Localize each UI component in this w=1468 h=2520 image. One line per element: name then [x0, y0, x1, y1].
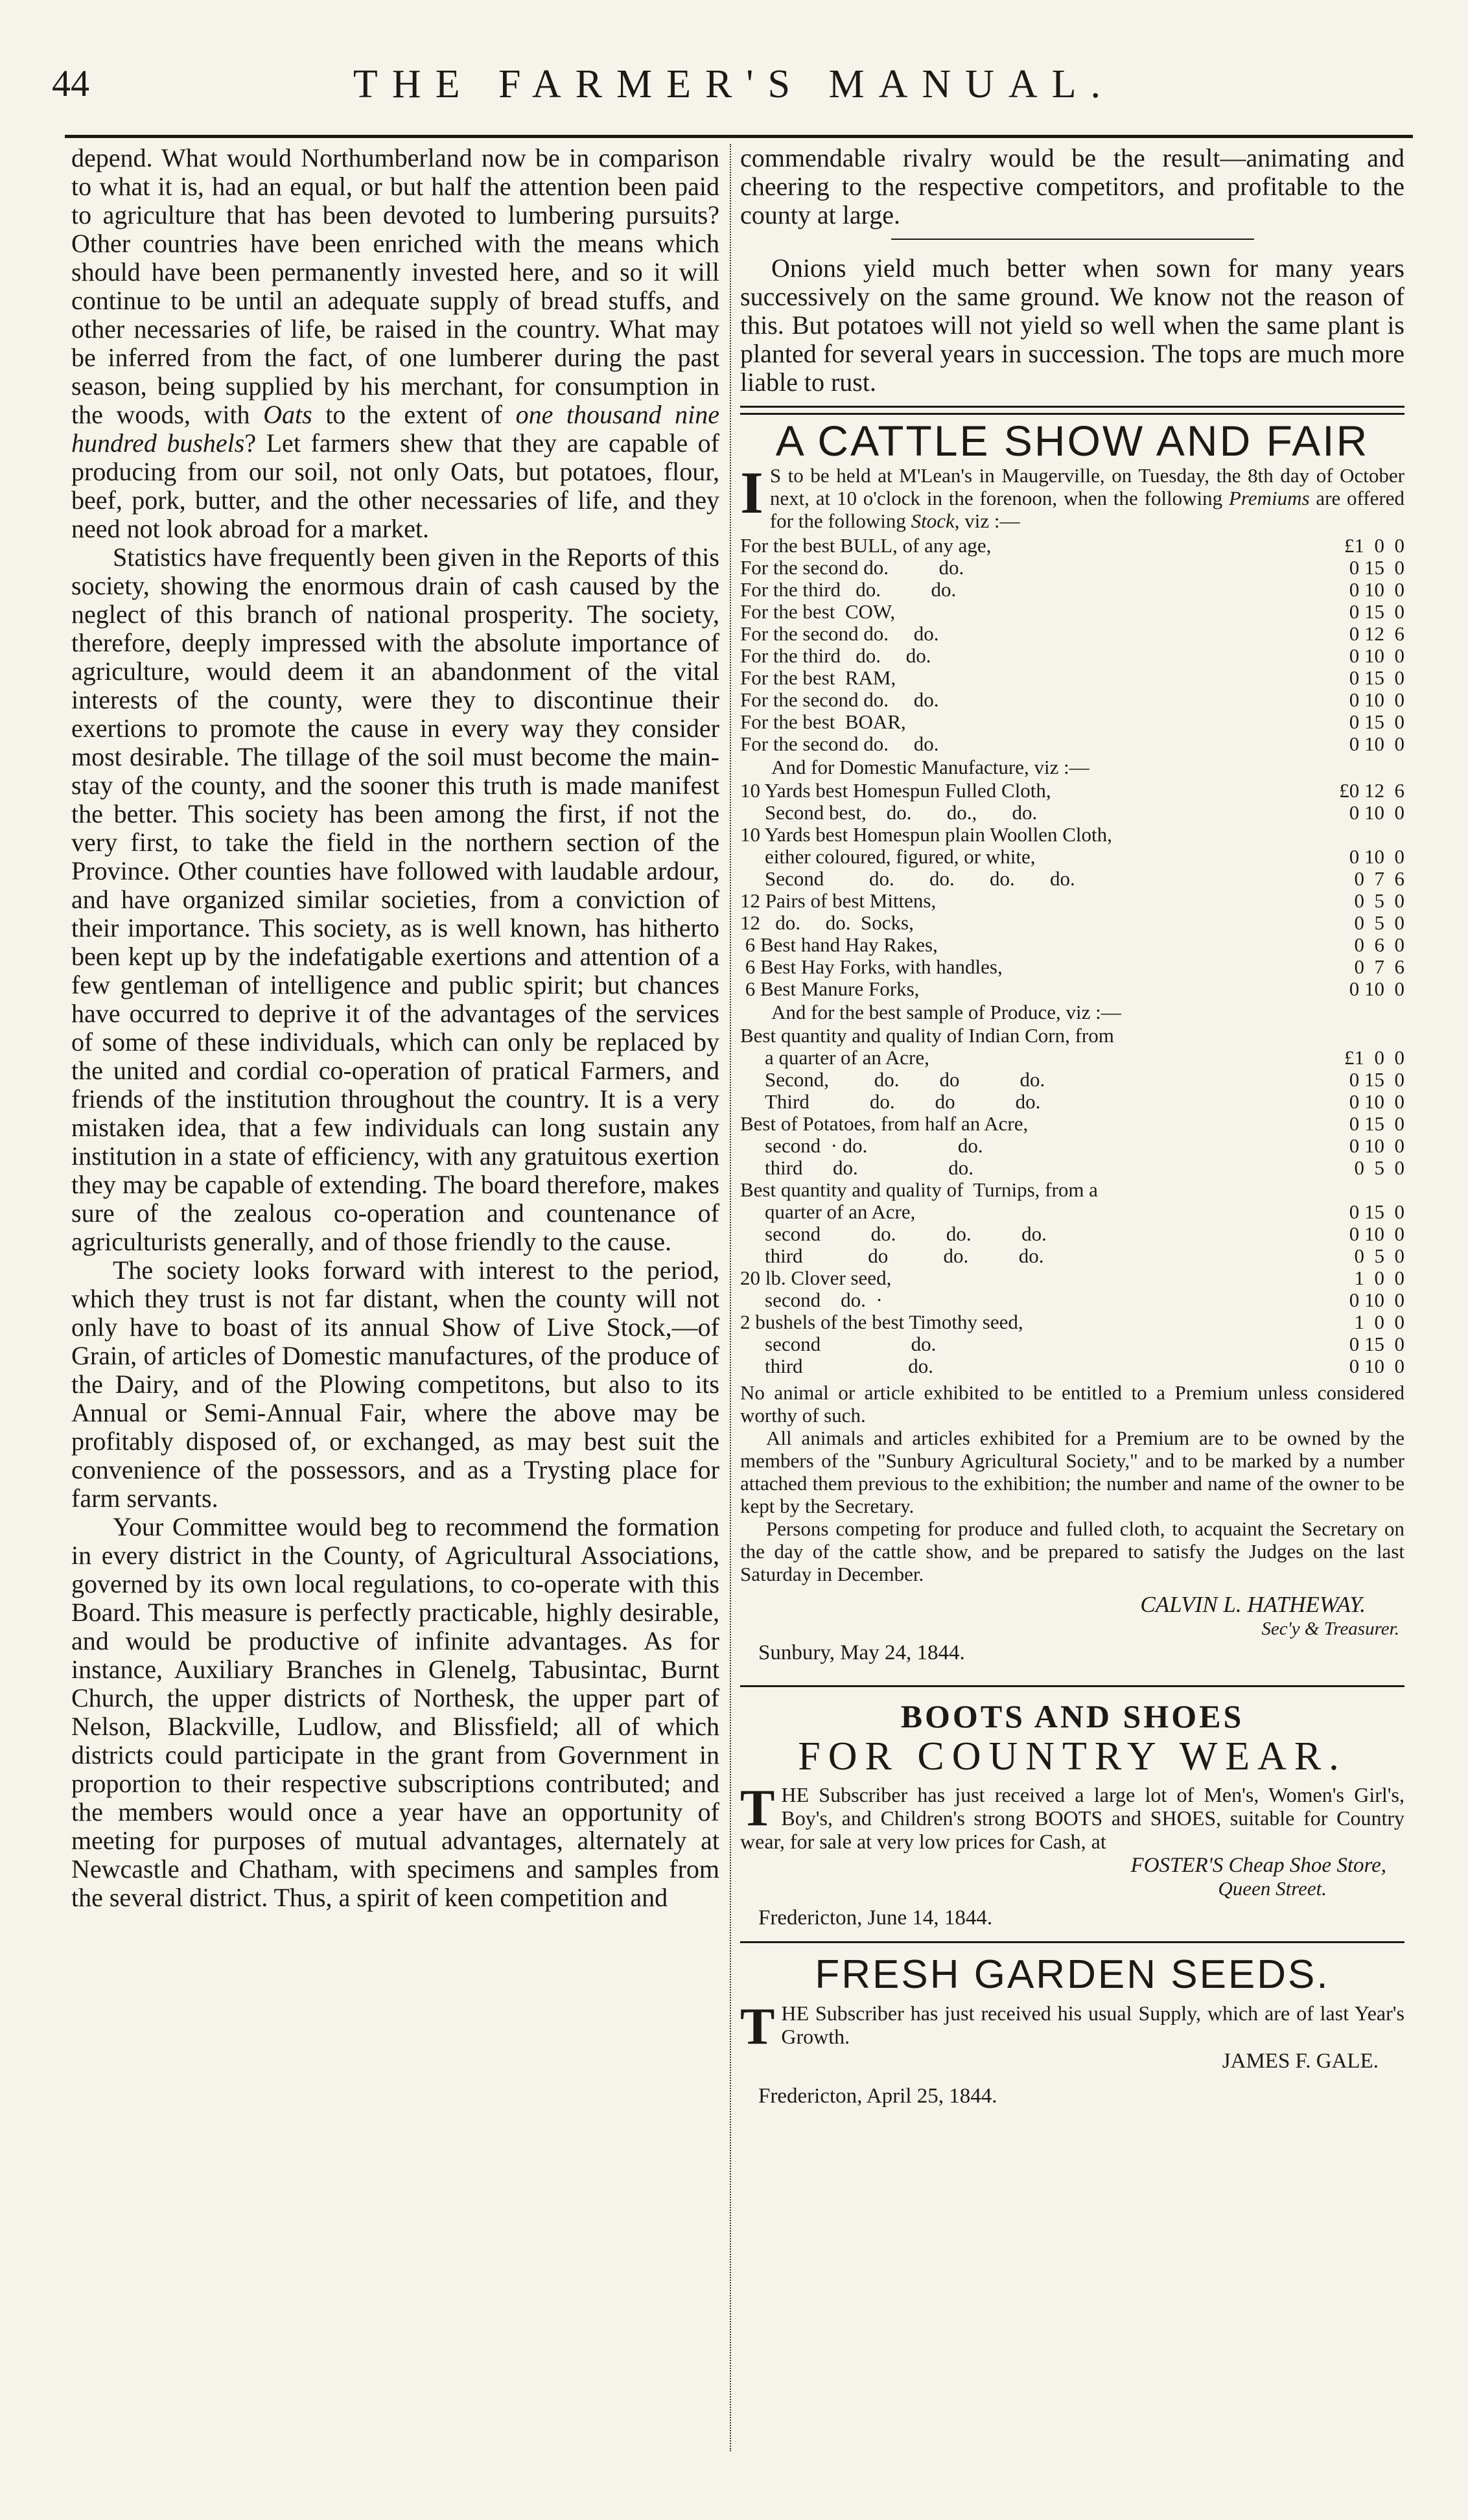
boots-title: BOOTS AND SHOES: [900, 1698, 1244, 1734]
prize-amount: 1 0 0: [1354, 1266, 1404, 1289]
divider: [740, 406, 1404, 415]
prize-amount: 0 10 0: [1349, 1355, 1404, 1377]
domestic-heading: And for Domestic Manufacture, viz :—: [771, 756, 1089, 778]
prize-amount: 0 10 0: [1349, 845, 1404, 868]
stock-prize-table: [740, 535, 1404, 755]
prize-row: [740, 1223, 1404, 1245]
seeds-title: FRESH GARDEN SEEDS.: [815, 1952, 1330, 1997]
prize-label: For the second do. do.: [740, 622, 939, 645]
prize-amount: 0 5 0: [1354, 1156, 1404, 1179]
domestic-prize-table: [740, 780, 1404, 1000]
prize-label: second · do. do.: [765, 1134, 983, 1157]
prize-label: For the best RAM,: [740, 666, 896, 689]
prize-amount: [1294, 824, 1404, 846]
column-divider: [730, 144, 732, 2451]
prize-row: [740, 1069, 1404, 1091]
prize-amount: 0 15 0: [1349, 600, 1404, 623]
prize-amount: [1294, 1179, 1404, 1201]
prize-amount: 0 10 0: [1349, 1222, 1404, 1245]
prize-amount: 0 15 0: [1349, 666, 1404, 689]
prize-label: third do.: [765, 1355, 934, 1377]
prize-row: [740, 1311, 1404, 1333]
cattle-show-ad: [740, 417, 1404, 1666]
prize-amount: 0 10 0: [1349, 1134, 1404, 1157]
onions-paragraph: Onions yield much better when sown for many years successively on the same ground. We know not the reason of this. But potatoes will not yield so well when the same plant is planted for several years in succession. The tops are much more liable to rust.: [740, 253, 1404, 397]
prize-amount: 0 10 0: [1349, 578, 1404, 601]
prize-label: For the second do. do.: [740, 732, 939, 755]
prize-amount: 0 10 0: [1349, 977, 1404, 1000]
prize-row: [740, 1157, 1404, 1179]
right-column: [740, 144, 1404, 2109]
prize-amount: 0 10 0: [1349, 801, 1404, 824]
prize-row: [740, 912, 1404, 934]
prize-amount: 0 7 6: [1354, 955, 1404, 978]
signature: CALVIN L. HATHEWAY.: [1140, 1592, 1366, 1617]
prize-row: [740, 579, 1404, 601]
prize-row: [740, 733, 1404, 755]
text-run: to the extent of: [312, 400, 516, 429]
prize-label: 6 Best Manure Forks,: [740, 977, 920, 1000]
left-column-article: [71, 144, 719, 1912]
prize-label: quarter of an Acre,: [765, 1200, 916, 1223]
prize-amount: 0 5 0: [1354, 1244, 1404, 1267]
prize-row: [740, 1201, 1404, 1223]
prize-row: [740, 1135, 1404, 1157]
prize-label: second do. do. do.: [765, 1222, 1047, 1245]
prize-label: third do do. do.: [765, 1244, 1044, 1267]
prize-row: [740, 934, 1404, 956]
prize-row: [740, 1289, 1404, 1311]
prize-row: [740, 667, 1404, 689]
prize-amount: 0 10 0: [1349, 732, 1404, 755]
text-run: The society looks forward with interest to the period, which they trust is not far distant, when the county will not only have to boast of its annual Show of Live Stock,—of Grain, of articles of Domestic manufactures, of the produce of the Dairy, and of the Plowing competitons, but also to its Annual or Semi-Annual Fair, where the above may be profitably disposed of, or exchanged, as may best suit the convenience of the possessors, and as a Trysting place for farm servants.: [71, 1255, 719, 1513]
text-run: depend. What would Northumberland now be in comparison to what it is, had an equal, or but half the attention been paid to agriculture that has been devoted to lumbering pursuits? Other countries have been enriched with the means which should have been permanently invested here, and so it will continue to be until an adequate supply of bread stuffs, and other necessaries of life, be raised in the country. What may be inferred from the fact, of one lumberer during the past season, being supplied by his merchant, for consumption in the woods, with: [71, 143, 719, 429]
dateline: Fredericton, April 25, 1844.: [758, 2084, 997, 2108]
boots-body: THE Subscriber has just received a large lot of Men's, Women's Girl's, Boy's, and Children's strong BOOTS and SHOES, suitable for Country wear, for sale at very low prices for Cash, at: [740, 1780, 1404, 1853]
page-header: [0, 0, 1468, 149]
prize-label: 10 Yards best Homespun plain Woollen Cloth,: [740, 823, 1112, 846]
dropcap: T: [740, 1998, 775, 2055]
prize-row: [740, 557, 1404, 579]
prize-label: 6 Best hand Hay Rakes,: [740, 933, 938, 956]
prize-label: For the best COW,: [740, 600, 896, 623]
prize-amount: [1294, 1025, 1404, 1047]
produce-heading: And for the best sample of Produce, viz :—: [771, 1001, 1121, 1023]
italic-phrase: one thousand nine hundred bushels: [71, 400, 719, 458]
article-paragraph: [71, 543, 719, 1256]
continuation-paragraph: commendable rivalry would be the result—animating and cheering to the respective competitors, and profitable to the county at large.: [740, 143, 1404, 229]
prize-row: [740, 890, 1404, 912]
cattle-show-title: A CATTLE SHOW AND FAIR: [775, 417, 1369, 465]
text-run: ? Let farmers shew that they are capable of producing from our soil, not only Oats, but potatoes, flour, beef, pork, butter, and the other necessaries of life, and they need not look abroad for a market.: [71, 428, 719, 543]
prize-amount: 0 5 0: [1354, 911, 1404, 934]
text-run: Statistics have frequently been given in the Reports of this society, showing the enormous drain of cash caused by the neglect of this branch of national prosperity. The society, therefore, deeply impressed with the absolute importance of agriculture, would deem it an abandonment of the vital interests of the county, were they to discontinue their exertions to promote the cause in every way they consider most desirable. The tillage of the soil must become the main-stay of the county, and the sooner this truth is made manifest the better. This society has been among the first, if not the very first, to take the field in the northern section of the Province. Other counties have followed with laudable ardour, and have organized similar societies, from a conviction of their importance. This society, as is well known, has hitherto been kept up by the indefatigable exertions and attention of a few gentleman of intelligence and public spirit; but chances have occurred to deprive it of the advantages of the services of some of these individuals, which can only be replaced by the united and cordial co-operation of pratical Farmers, and friends of the institution throughout the country. It is a very mistaken idea, that a few individuals can long sustain any institution in a state of efficiency, with any gratuitous exertion they may be capable of extending. The board therefore, makes sure of the zealous co-operation and countenance of agriculturists generally, and of those friendly to the cause.: [71, 542, 719, 1256]
prize-amount: £1 0 0: [1344, 1046, 1404, 1069]
prize-row: [740, 711, 1404, 733]
article-paragraph: [71, 144, 719, 543]
prize-label: second do. ·: [765, 1289, 883, 1311]
prize-amount: 0 15 0: [1349, 1068, 1404, 1091]
running-title: THE FARMER'S MANUAL.: [353, 62, 1115, 106]
prize-row: [740, 802, 1404, 824]
prize-label: second do.: [765, 1333, 937, 1355]
prize-row: [740, 824, 1404, 846]
store-street: Queen Street.: [1218, 1877, 1327, 1900]
prize-label: For the third do. do.: [740, 578, 957, 601]
prize-row: [740, 868, 1404, 890]
prize-amount: 0 10 0: [1349, 644, 1404, 667]
prize-row: [740, 535, 1404, 557]
text-run: Your Committee would beg to recommend the formation in every district in the County, of Agricultural Associations, governed by its own local regulations, to co-operate with this Board. This measure is perfectly practicable, highly desirable, and would be productive of infinite advantages. As for instance, Auxiliary Branches in Glenelg, Tabusintac, Burnt Church, the upper districts of Northesk, the upper part of Nelson, Blackville, Ludlow, and Blissfield; all of which districts could participate in the grant from Government in proportion to their respective subscriptions contributed; and the members would once a year have an opportunity of meeting for purposes of mutual advantages, alternately at Newcastle and Chatham, with specimens and samples from the several district. Thus, a spirit of keen competition and: [71, 1512, 719, 1912]
prize-row: [740, 1179, 1404, 1201]
prize-amount: 0 10 0: [1349, 1090, 1404, 1113]
prize-label: Third do. do do.: [765, 1090, 1041, 1113]
dropcap: I: [740, 460, 763, 526]
prize-row: [740, 956, 1404, 978]
prize-amount: 0 15 0: [1349, 1112, 1404, 1135]
prize-amount: 0 10 0: [1349, 688, 1404, 711]
prize-row: [740, 1267, 1404, 1289]
prize-row: [740, 601, 1404, 623]
prize-label: third do. do.: [765, 1156, 974, 1179]
prize-amount: 0 15 0: [1349, 710, 1404, 733]
note-entitlement: No animal or article exhibited to be entitled to a Premium unless considered worthy of such.: [740, 1381, 1404, 1427]
seeds-body: THE Subscriber has just received his usual Supply, which are of last Year's Growth.: [740, 1998, 1404, 2055]
prize-row: [740, 978, 1404, 1000]
prize-label: For the best BULL, of any age,: [740, 534, 992, 557]
prize-row: [740, 645, 1404, 667]
prize-label: 12 do. do. Socks,: [740, 911, 914, 934]
prize-row: [740, 1355, 1404, 1377]
divider: [891, 239, 1254, 240]
prize-label: a quarter of an Acre,: [765, 1046, 929, 1069]
prize-row: [740, 780, 1404, 802]
divider: [740, 1941, 1404, 1943]
prize-label: Best quantity and quality of Indian Corn, from: [740, 1024, 1114, 1047]
prize-label: 6 Best Hay Forks, with handles,: [740, 955, 1003, 978]
produce-prize-table: [740, 1025, 1404, 1377]
prize-label: 2 bushels of the best Timothy seed,: [740, 1311, 1023, 1333]
note-competitors: Persons competing for produce and fulled cloth, to acquaint the Secretary on the day of the cattle show, and be prepared to satisfy the Judges on the last Saturday in December.: [740, 1517, 1404, 1585]
prize-row: [740, 1047, 1404, 1069]
prize-amount: 0 5 0: [1354, 889, 1404, 912]
signature-title: Sec'y & Treasurer.: [1261, 1618, 1399, 1639]
prize-label: 20 lb. Clover seed,: [740, 1266, 892, 1289]
seeds-signature: JAMES F. GALE.: [1222, 2049, 1379, 2073]
prize-row: [740, 846, 1404, 868]
header-rule: [65, 135, 1413, 138]
prize-amount: 1 0 0: [1354, 1311, 1404, 1333]
prize-row: [740, 1333, 1404, 1355]
prize-row: [740, 1245, 1404, 1267]
prize-amount: £0 12 6: [1339, 779, 1404, 802]
prize-amount: 0 6 0: [1354, 933, 1404, 956]
prize-row: [740, 623, 1404, 645]
prize-label: For the third do. do.: [740, 644, 931, 667]
prize-amount: £1 0 0: [1344, 534, 1404, 557]
boots-subtitle: FOR COUNTRY WEAR.: [798, 1734, 1347, 1779]
prize-amount: 0 15 0: [1349, 1200, 1404, 1223]
divider: [740, 1685, 1404, 1687]
prize-amount: 0 7 6: [1354, 867, 1404, 890]
prize-amount: 0 15 0: [1349, 556, 1404, 579]
prize-label: Second do. do. do. do.: [765, 867, 1075, 890]
prize-label: 10 Yards best Homespun Fulled Cloth,: [740, 779, 1051, 802]
dateline: Fredericton, June 14, 1844.: [758, 1906, 993, 1930]
prize-amount: 0 10 0: [1349, 1289, 1404, 1311]
prize-row: [740, 1091, 1404, 1113]
prize-label: For the best BOAR,: [740, 710, 906, 733]
dropcap: T: [740, 1780, 775, 1837]
note-ownership: All animals and articles exhibited for a Premium are to be owned by the members of the "Sunbury Agricultural Society," and to be marked by a number attached them previous to the exhibition; the number and name of the owner to be kept by the Secretary.: [740, 1427, 1404, 1517]
dateline: Sunbury, May 24, 1844.: [758, 1641, 965, 1664]
prize-row: [740, 689, 1404, 711]
prize-row: [740, 1025, 1404, 1047]
page-number: 44: [52, 62, 89, 104]
italic-phrase: Oats: [263, 400, 312, 429]
prize-amount: 0 12 6: [1349, 622, 1404, 645]
prize-label: Best of Potatoes, from half an Acre,: [740, 1112, 1029, 1135]
prize-row: [740, 1113, 1404, 1135]
prize-label: Best quantity and quality of Turnips, from a: [740, 1178, 1098, 1201]
prize-label: 12 Pairs of best Mittens,: [740, 889, 937, 912]
prize-label: either coloured, figured, or white,: [765, 845, 1036, 868]
garden-seeds-ad: [740, 1952, 1404, 2109]
article-paragraph: [71, 1256, 719, 1513]
store-name: FOSTER'S Cheap Shoe Store,: [1130, 1854, 1386, 1877]
prize-label: For the second do. do.: [740, 556, 964, 579]
prize-label: For the second do. do.: [740, 688, 939, 711]
prize-label: Second best, do. do., do.: [765, 801, 1038, 824]
prize-label: Second, do. do do.: [765, 1068, 1045, 1091]
article-paragraph: [71, 1513, 719, 1912]
cattle-show-intro: I S to be held at M'Lean's in Maugerville, on Tuesday, the 8th day of October next, at 10 o'clock in the forenoon, when the following Premiums are offered for the following Stock, viz :—: [740, 460, 1404, 532]
prize-amount: 0 15 0: [1349, 1333, 1404, 1355]
boots-shoes-ad: [740, 1698, 1404, 1931]
